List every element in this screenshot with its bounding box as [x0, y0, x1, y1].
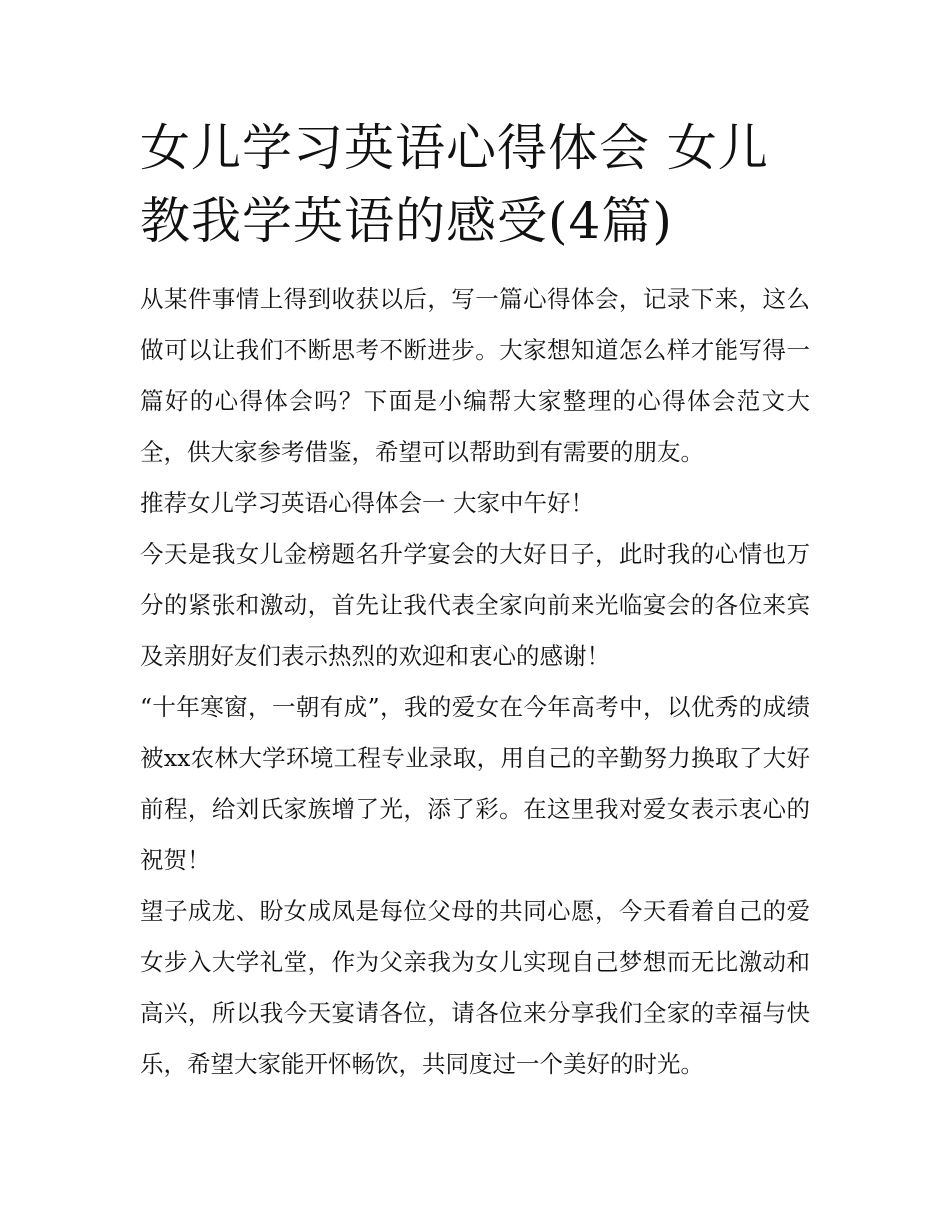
- paragraph-section-heading: 推荐女儿学习英语心得体会一 大家中午好！: [140, 489, 594, 517]
- document-title: 女儿学习英语心得体会 女儿教我学英语的感受(4篇): [140, 119, 769, 250]
- paragraph-wishes: 望子成龙、盼女成凤是每位父母的共同心愿，今天看着自己的爱女步入大学礼堂，作为父亲我为女儿实现自己梦想而无比激动和高兴，所以我今天宴请各位，请各位来分享我们全家的幸福与快乐，希望大家能开怀畅饮，共同度过一个美好的时光。: [140, 897, 810, 1078]
- paragraph-intro: 从某件事情上得到收获以后，写一篇心得体会，记录下来，这么做可以让我们不断思考不断进步。大家想知道怎么样才能写得一篇好的心得体会吗？下面是小编帮大家整理的心得体会范文大全，供大家参考借鉴，希望可以帮助到有需要的朋友。: [140, 285, 810, 466]
- paragraph-admission: “十年寒窗，一朝有成”，我的爱女在今年高考中，以优秀的成绩被xx农林大学环境工程专业录取，用自己的辛勤努力换取了大好前程，给刘氏家族增了光，添了彩。在这里我对爱女表示衷心的祝贺！: [140, 693, 810, 874]
- document-page: [140, 112, 810, 1090]
- paragraph-opening: 今天是我女儿金榜题名升学宴会的大好日子，此时我的心情也万分的紧张和激动，首先让我代表全家向前来光临宴会的各位来宾及亲朋好友们表示热烈的欢迎和衷心的感谢！: [140, 540, 810, 670]
